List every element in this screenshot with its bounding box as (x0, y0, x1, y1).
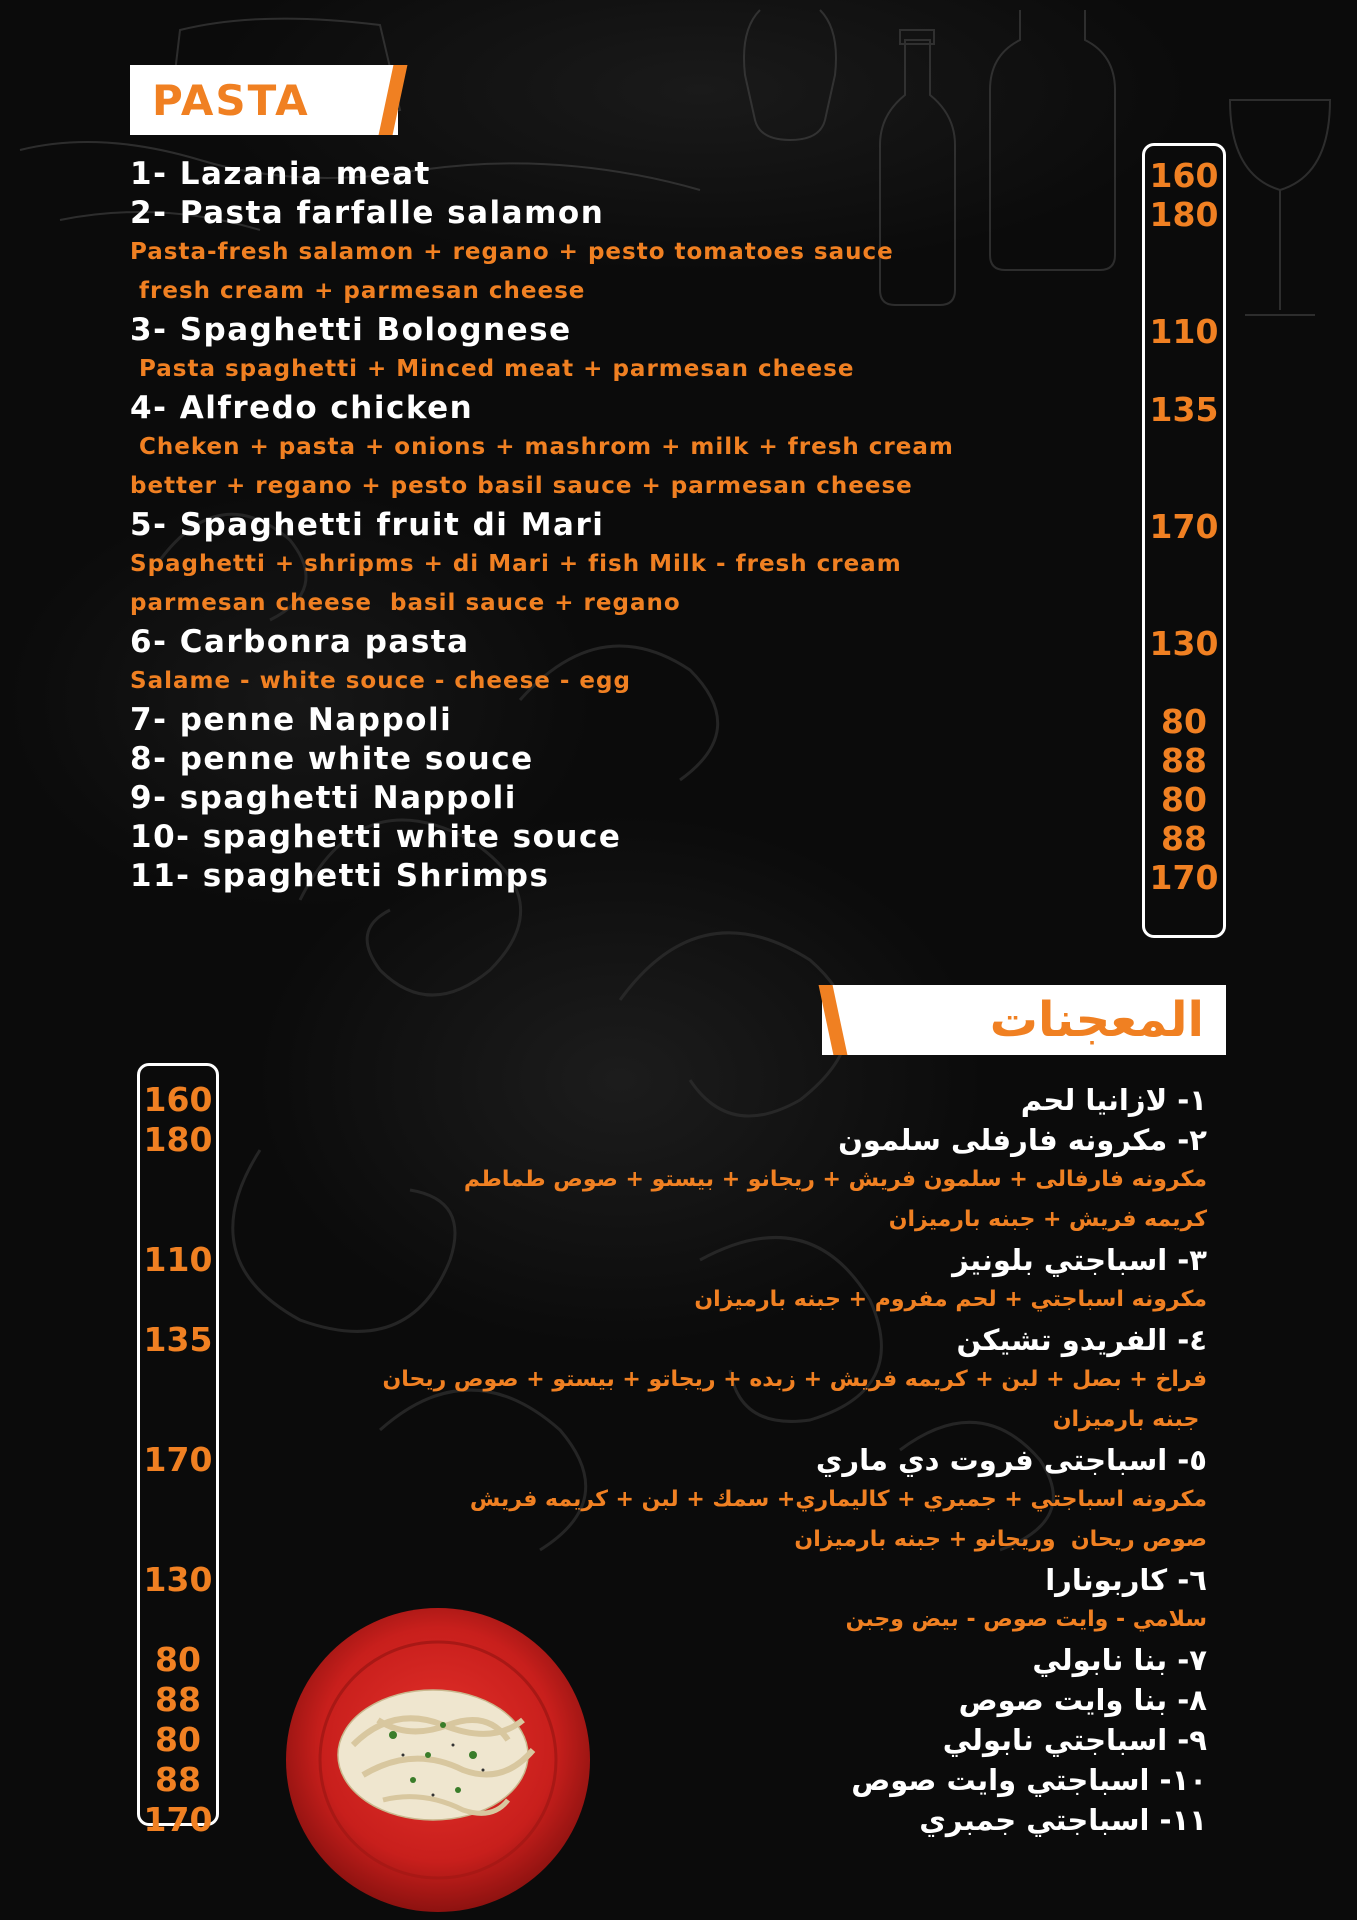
menu-item (207, 1120, 1207, 1240)
menu-item-name: 4- Alfredo chicken (130, 390, 474, 426)
menu-item (207, 1080, 1207, 1120)
menu-item-description: فراخ + بصل + لبن + كريمه فريش + زبده + ريجاتو + بيستو + صوص ريحان (382, 1367, 1207, 1392)
menu-item-description: Cheken + pasta + onions + mashrom + milk + fresh cream (130, 434, 954, 460)
menu-item-price: 170 (143, 1800, 213, 1839)
menu-item (130, 155, 1130, 194)
menu-item-description: مكرونه اسباجتي + لحم مفروم + جبنه بارميزان (694, 1287, 1207, 1312)
menu-item-name: 8- penne white souce (130, 741, 534, 777)
menu-item (207, 1240, 1207, 1320)
menu-item (207, 1320, 1207, 1440)
menu-item-price: 135 (143, 1320, 213, 1359)
menu-item-price: 80 (1161, 780, 1207, 819)
menu-item-price: 88 (1161, 819, 1207, 858)
menu-item-name: 5- Spaghetti fruit di Mari (130, 507, 605, 543)
menu-item-description: جبنه بارميزان (1052, 1407, 1207, 1432)
menu-item (207, 1440, 1207, 1560)
menu-item (130, 623, 1130, 701)
menu-item-price: 88 (155, 1760, 201, 1799)
menu-item-name: 9- spaghetti Nappoli (130, 780, 517, 816)
menu-item-name: 6- Carbonra pasta (130, 624, 470, 660)
menu-item-price: 130 (1149, 624, 1219, 663)
arabic-pasta-header (822, 985, 1226, 1055)
menu-item-price: 130 (143, 1560, 213, 1599)
menu-item (130, 194, 1130, 311)
menu-item (130, 779, 1130, 818)
price-column-arabic (137, 1063, 219, 1839)
menu-item-name: ٥- اسباجتى فروت دي ماري (815, 1443, 1207, 1477)
menu-item-price: 110 (1149, 312, 1219, 351)
menu-item-price: 180 (1149, 195, 1219, 234)
menu-item-description: صوص ريحان وريجانو + جبنه بارميزان (794, 1527, 1207, 1552)
menu-item (130, 857, 1130, 896)
menu-item-name: 1- Lazania meat (130, 156, 431, 192)
menu-item-description: Pasta spaghetti + Minced meat + parmesan cheese (130, 356, 855, 382)
menu-item-description: Spaghetti + shripms + di Mari + fish Milk - fresh cream (130, 551, 902, 577)
menu-item (130, 506, 1130, 623)
menu-item-price: 170 (1149, 507, 1219, 546)
menu-item-description: سلامي - وايت صوص - بيض وجبن (845, 1607, 1207, 1632)
menu-item-description: Salame - white souce - cheese - egg (130, 668, 631, 694)
price-column-english (1142, 143, 1226, 938)
pasta-plate-image (283, 1605, 593, 1915)
menu-item-price: 160 (143, 1080, 213, 1119)
menu-item-name: ٤- الفريدو تشيكن (956, 1323, 1207, 1357)
menu-item-name: ٩- اسباجتي نابولي (942, 1723, 1207, 1757)
menu-item-name: ١١- اسباجتي جمبري (919, 1803, 1207, 1837)
menu-item-price: 80 (155, 1640, 201, 1679)
menu-item-price: 88 (1161, 741, 1207, 780)
pasta-section-title: PASTA (152, 75, 310, 125)
menu-item-price: 80 (155, 1720, 201, 1759)
menu-item-name: 11- spaghetti Shrimps (130, 858, 550, 894)
menu-item-price: 80 (1161, 702, 1207, 741)
menu-item-name: ٦- كاربونارا (1045, 1563, 1207, 1597)
header-accent-slash (819, 985, 848, 1055)
menu-item-description: كريمه فريش + جبنه بارميزان (888, 1207, 1207, 1232)
menu-item-price: 170 (143, 1440, 213, 1479)
menu-item-description: better + regano + pesto basil sauce + parmesan cheese (130, 473, 913, 499)
menu-item-price: 110 (143, 1240, 213, 1279)
menu-item-name: ٣- اسباجتي بلونيز (952, 1243, 1207, 1277)
menu-item-price: 135 (1149, 390, 1219, 429)
arabic-section-title: المعجنات (989, 992, 1204, 1048)
pasta-menu-list-english (130, 155, 1130, 896)
menu-item-price: 88 (155, 1680, 201, 1719)
menu-item-name: ٧- بنا نابولي (1032, 1643, 1207, 1677)
menu-item-name: 10- spaghetti white souce (130, 819, 622, 855)
menu-item-price: 170 (1149, 858, 1219, 897)
menu-item-name: 3- Spaghetti Bolognese (130, 312, 572, 348)
menu-item-name: 7- penne Nappoli (130, 702, 453, 738)
menu-item-description: مكرونه اسباجتي + جمبري + كاليماري+ سمك + لبن + كريمه فريش (469, 1487, 1207, 1512)
menu-item (130, 740, 1130, 779)
menu-item-description: مكرونه فارفالى + سلمون فريش + ريجانو + بيستو + صوص طماطم (463, 1167, 1207, 1192)
menu-item-description: fresh cream + parmesan cheese (130, 278, 586, 304)
menu-item-name: 2- Pasta farfalle salamon (130, 195, 605, 231)
menu-item (130, 311, 1130, 389)
menu-item-description: parmesan cheese basil sauce + regano (130, 590, 681, 616)
menu-item (130, 701, 1130, 740)
pasta-header (130, 65, 398, 135)
menu-item-description: Pasta-fresh salamon + regano + pesto tomatoes sauce (130, 239, 894, 265)
menu-item-name: ١٠- اسباجتي وايت صوص (851, 1763, 1207, 1797)
menu-item-price: 160 (1149, 156, 1219, 195)
menu-item-name: ١- لازانيا لحم (1020, 1083, 1207, 1117)
menu-item-name: ٢- مكرونه فارفلى سلمون (838, 1123, 1207, 1157)
menu-item-price: 180 (143, 1120, 213, 1159)
menu-item (130, 818, 1130, 857)
menu-item-name: ٨- بنا وايت صوص (958, 1683, 1207, 1717)
menu-item (130, 389, 1130, 506)
